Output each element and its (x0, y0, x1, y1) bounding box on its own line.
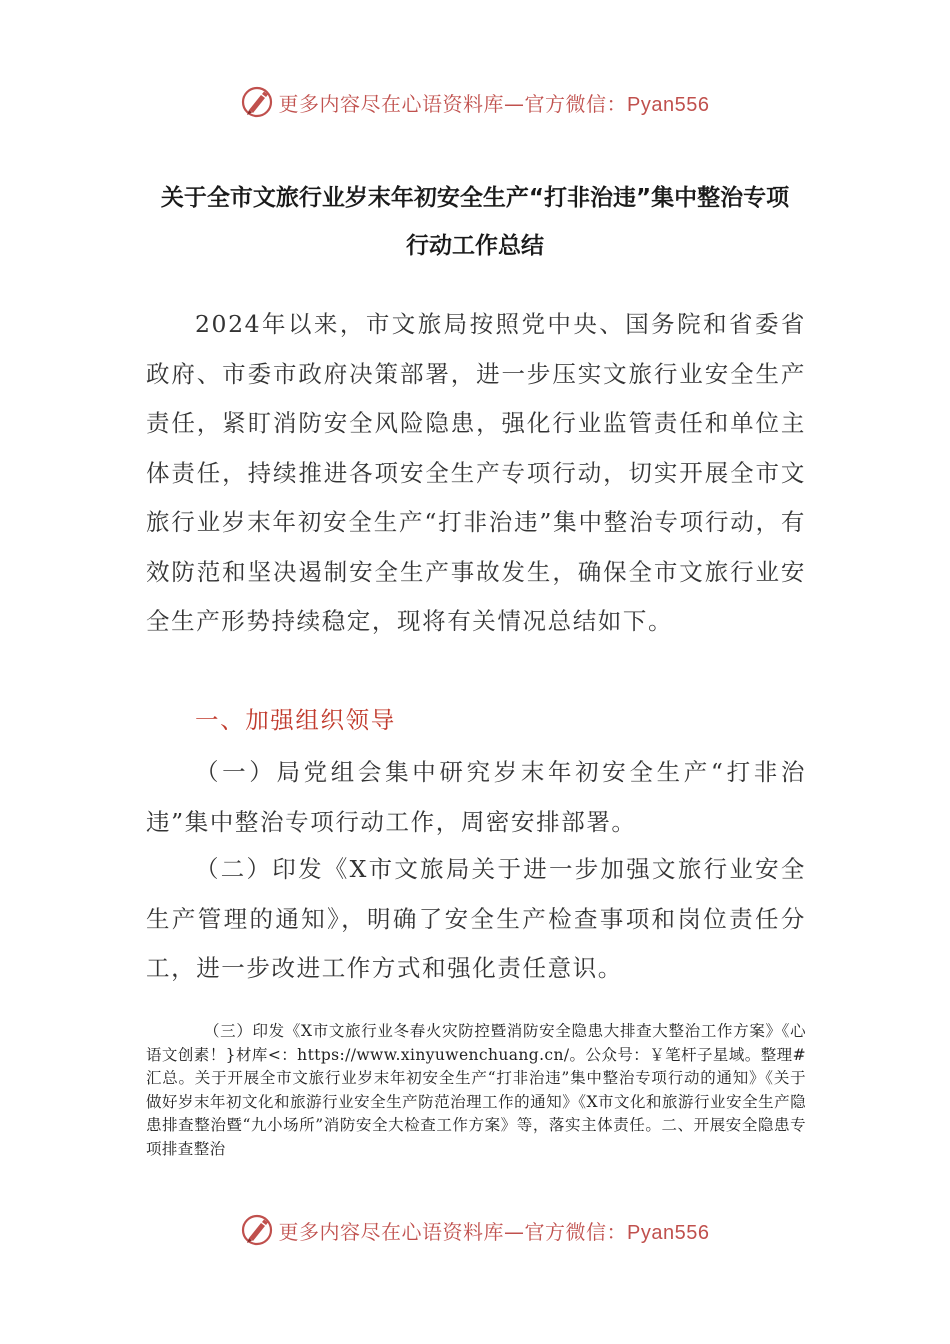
watermark-wechat-id: Pyan556 (627, 93, 710, 116)
pen-logo-icon (241, 86, 273, 118)
intro-paragraph: 2024年以来，市文旅局按照党中央、国务院和省委省政府、市委市政府决策部署，进一步压实文旅行业安全生产责任，紧盯消防安全风险隐患，强化行业监管责任和单位主体责任，持续推进各项安全生产专项行动，切实开展全市文旅行业岁末年初安全生产“打非治违”集中整治专项行动，有效防范和坚决遏制安全生产事故发生，确保全市文旅行业安全生产形势持续稳定，现将有关情况总结如下。 (146, 310, 806, 635)
item-paragraph-2: （二）印发《X市文旅局关于进一步加强文旅行业安全生产管理的通知》，明确了安全生产检查事项和岗位责任分工，进一步改进工作方式和强化责任意识。 (146, 855, 806, 982)
document-title: 关于全市文旅行业岁末年初安全生产“打非治违”集中整治专项行动工作总结 (160, 185, 790, 259)
header-watermark (0, 82, 950, 122)
footer-watermark (0, 1210, 950, 1250)
watermark-text: 更多内容尽在心语资料库—官方微信：Pyan556 (278, 91, 710, 116)
item-paragraph-3: （三）印发《X市文旅行业冬春火灾防控暨消防安全隐患大排查大整治工作方案》《心语文创素！}材库<：https://www.xinyuwenchuang.cn/。公众号：￥笔杆子星域。整理#汇总。关于开展全市文旅行业岁末年初安全生产“打非治违”集中整治专项行动的通知》《关于做好岁末年初文化和旅游行业安全生产防范治理工作的通知》《X市文化和旅游行业安全生产隐患排查整治暨“九小场所”消防安全大检查工作方案》等，落实主体责任。二、开展安全隐患专项排查整治 (146, 1022, 806, 1158)
watermark-text: 更多内容尽在心语资料库—官方微信：Pyan556 (278, 1219, 710, 1244)
section-heading-1: 一、加强组织领导 (195, 706, 396, 734)
pen-logo-icon (241, 1214, 273, 1246)
item-paragraph-1: （一）局党组会集中研究岁末年初安全生产“打非治违”集中整治专项行动工作，周密安排部署。 (146, 758, 806, 836)
watermark-wechat-id: Pyan556 (627, 1221, 710, 1244)
